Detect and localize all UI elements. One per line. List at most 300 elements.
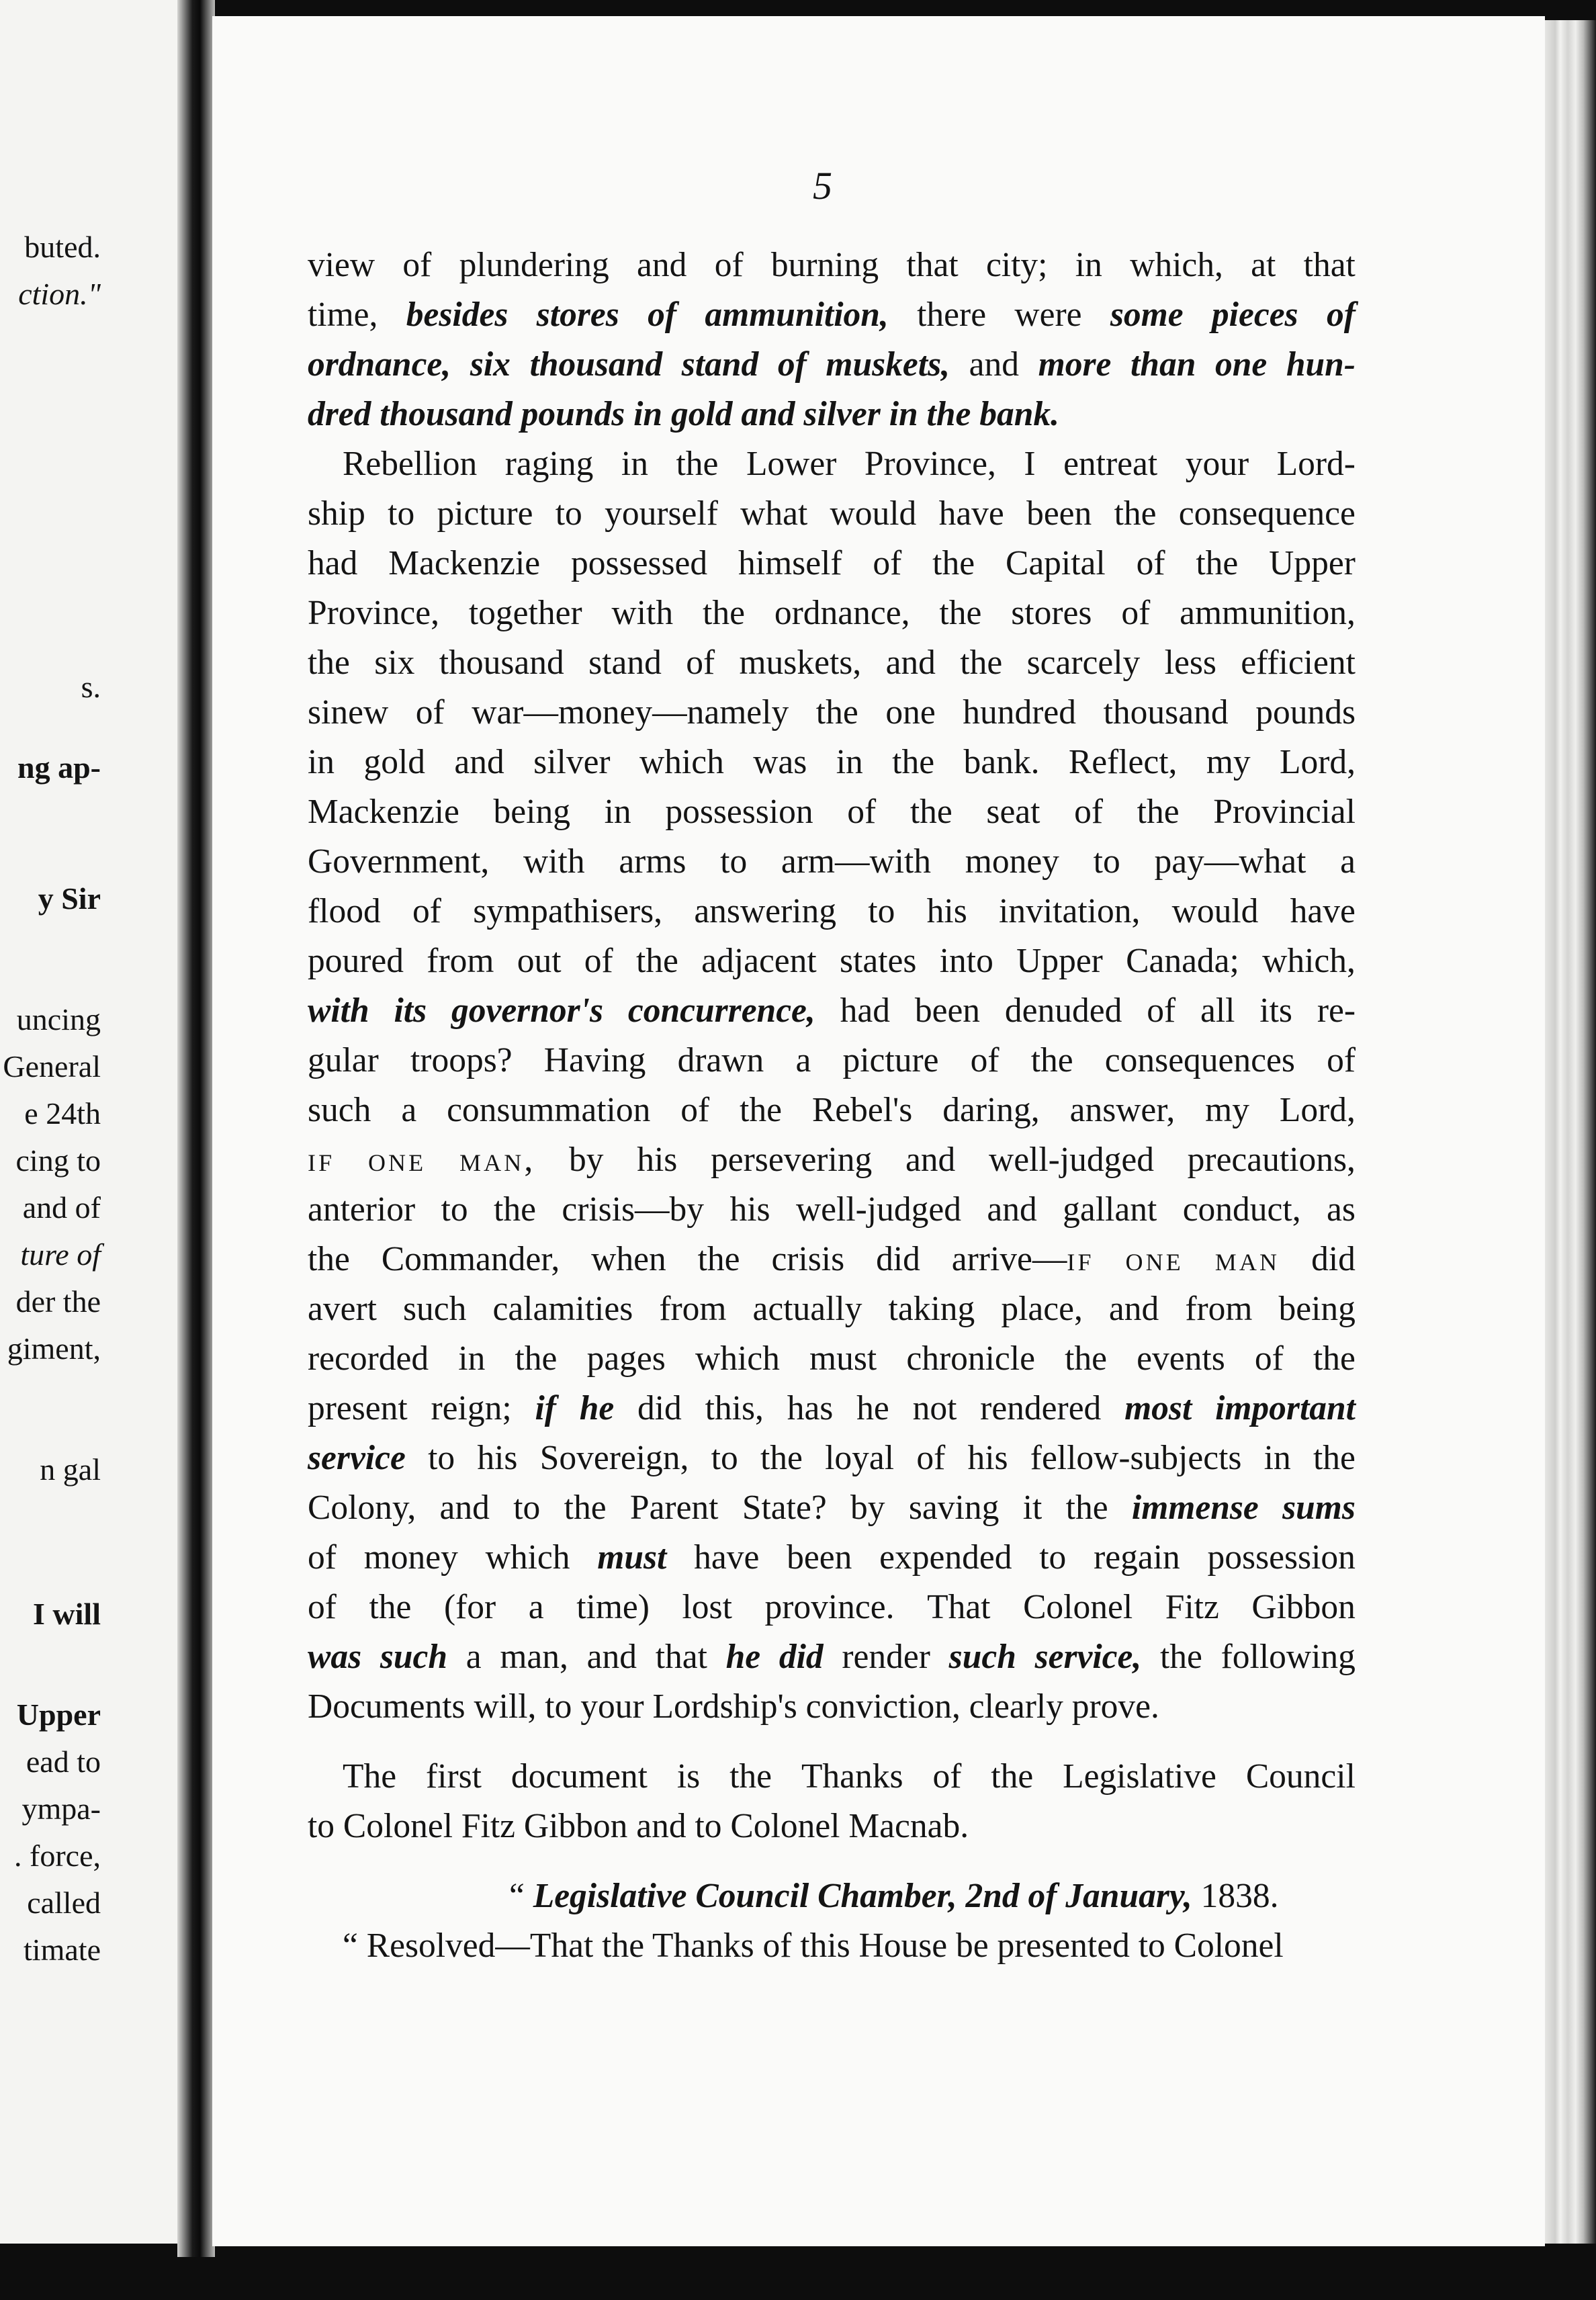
- word: and: [439, 1489, 490, 1527]
- word: The: [343, 1757, 397, 1796]
- word: Council: [1245, 1757, 1356, 1796]
- word: states: [840, 942, 917, 980]
- word: to: [711, 1439, 738, 1477]
- word: ship: [308, 494, 365, 533]
- word: arrive—if: [951, 1240, 1094, 1278]
- word: picture: [842, 1041, 939, 1079]
- word: from: [659, 1290, 727, 1328]
- word: service: [308, 1439, 406, 1477]
- word: persevering: [711, 1141, 873, 1179]
- word: the: [729, 1757, 772, 1796]
- word: the: [308, 644, 350, 682]
- paragraph-gap: [308, 1732, 1356, 1752]
- word: entreat: [1063, 445, 1158, 483]
- word: concurrence,: [627, 991, 815, 1030]
- word: stores: [1011, 594, 1092, 632]
- word: and: [586, 1638, 637, 1676]
- word: possessed: [571, 544, 708, 582]
- word: denuded: [1004, 991, 1122, 1030]
- word: money: [965, 842, 1059, 881]
- word: and: [637, 246, 687, 284]
- word: his: [729, 1190, 770, 1229]
- word: Commander,: [381, 1240, 560, 1278]
- text-segment: Legislative Council Chamber, 2nd of January,: [533, 1877, 1192, 1915]
- word: that: [655, 1638, 707, 1676]
- word: the: [494, 1190, 536, 1229]
- word: important: [1215, 1389, 1356, 1427]
- word: to: [1039, 1538, 1067, 1577]
- left-page-fragment: y Sir: [38, 881, 101, 916]
- left-page-fragment: cing to: [15, 1143, 101, 1178]
- page-edge: [1545, 20, 1596, 2244]
- left-page-fragment: e 24th: [24, 1096, 101, 1131]
- word: (for: [443, 1588, 496, 1626]
- left-page-fragment: ture of: [20, 1237, 101, 1272]
- word: less: [1164, 644, 1216, 682]
- word: hundred: [963, 693, 1077, 732]
- word: with: [308, 991, 369, 1030]
- word: more: [1038, 345, 1112, 384]
- text-line: [308, 638, 1356, 688]
- word: rendered: [980, 1389, 1102, 1427]
- word: Gibbon: [1251, 1588, 1356, 1626]
- word: of: [873, 544, 902, 582]
- word: such: [308, 1091, 371, 1129]
- word: Colony,: [308, 1489, 416, 1527]
- left-page-fragment: ction.": [18, 277, 101, 311]
- word: in: [621, 445, 648, 483]
- word: one: [1125, 1240, 1184, 1278]
- word: ammunition,: [705, 296, 889, 334]
- word: plundering: [459, 246, 609, 284]
- word: would: [830, 494, 917, 533]
- text-line: [308, 240, 1356, 290]
- text-line: [308, 787, 1356, 837]
- word: of: [847, 793, 877, 831]
- word: sinew: [308, 693, 389, 732]
- word: well-judged: [989, 1141, 1154, 1179]
- word: render: [842, 1638, 930, 1676]
- word: chronicle: [906, 1339, 1035, 1378]
- word: sympathisers,: [473, 892, 663, 930]
- word: his: [637, 1141, 678, 1179]
- word: pieces: [1211, 296, 1298, 334]
- page-number: 5: [813, 164, 832, 208]
- left-page-fragment: s.: [81, 670, 101, 704]
- word: ordnance,: [774, 594, 910, 632]
- word: of: [415, 693, 445, 732]
- word: his: [477, 1439, 518, 1477]
- word: of: [1121, 594, 1151, 632]
- word: into: [939, 942, 993, 980]
- word: Mackenzie: [388, 544, 541, 582]
- text-line: [308, 1752, 1356, 1802]
- word: actually: [752, 1290, 862, 1328]
- word: of: [402, 246, 432, 284]
- word: adjacent: [701, 942, 817, 980]
- word: present: [308, 1389, 408, 1427]
- word: the: [635, 942, 678, 980]
- text-line: [308, 1384, 1356, 1433]
- word: of: [1327, 1041, 1356, 1079]
- word: document: [511, 1757, 648, 1796]
- word: the: [939, 594, 982, 632]
- word: possession: [1207, 1538, 1356, 1577]
- text-line: [308, 1871, 1356, 1921]
- word: thousand: [529, 345, 663, 384]
- word: governor's: [451, 991, 604, 1030]
- word: thousand: [1103, 693, 1229, 732]
- word: some: [1110, 296, 1184, 334]
- text-line: [308, 1334, 1356, 1384]
- word: money: [363, 1538, 458, 1577]
- word: from: [427, 942, 494, 980]
- word: answer,: [1069, 1091, 1176, 1129]
- word: bank.: [963, 743, 1040, 781]
- word: six: [374, 644, 415, 682]
- word: of: [308, 1538, 337, 1577]
- word: reign;: [431, 1389, 512, 1427]
- word: and: [885, 644, 936, 682]
- word: have: [694, 1538, 760, 1577]
- word: Provincial: [1213, 793, 1356, 831]
- text-line: [308, 936, 1356, 986]
- word: pages: [586, 1339, 666, 1378]
- left-page-fragment: n gal: [40, 1452, 101, 1487]
- word: besides: [406, 296, 508, 334]
- word: invitation,: [999, 892, 1141, 930]
- word: the: [703, 594, 745, 632]
- word: hun-: [1286, 345, 1356, 384]
- word: gallant: [1063, 1190, 1157, 1229]
- word: is: [676, 1757, 701, 1796]
- word: at: [1251, 246, 1276, 284]
- word: stand: [681, 345, 759, 384]
- word: place,: [1001, 1290, 1083, 1328]
- word: expended: [879, 1538, 1012, 1577]
- word: of: [584, 942, 613, 980]
- word: crisis: [771, 1240, 845, 1278]
- word: the: [815, 693, 858, 732]
- word: the: [1114, 494, 1157, 533]
- word: in: [604, 793, 631, 831]
- word: has: [787, 1389, 834, 1427]
- text-line: [308, 290, 1356, 340]
- word: had: [308, 544, 358, 582]
- text-line: [308, 986, 1356, 1036]
- word: man,: [500, 1638, 568, 1676]
- word: the: [1137, 793, 1180, 831]
- word: and: [1108, 1290, 1159, 1328]
- word: of: [648, 296, 677, 334]
- word: fellow-subjects: [1030, 1439, 1242, 1477]
- word: one: [367, 1141, 427, 1179]
- word: burning: [770, 246, 879, 284]
- word: it: [1022, 1489, 1043, 1527]
- word: Rebel's: [811, 1091, 913, 1129]
- word: of: [714, 246, 744, 284]
- text-line: [308, 1802, 1356, 1851]
- word: stores: [536, 296, 619, 334]
- word: which: [485, 1538, 570, 1577]
- word: of: [308, 1588, 337, 1626]
- word: was: [753, 743, 807, 781]
- word: Capital: [1005, 544, 1106, 582]
- word: man: [1214, 1240, 1280, 1278]
- word: that: [906, 246, 959, 284]
- word: which: [639, 743, 724, 781]
- word: ammunition,: [1180, 594, 1356, 632]
- word: a: [1340, 842, 1356, 881]
- word: province.: [764, 1588, 895, 1626]
- word: Lord,: [1280, 743, 1356, 781]
- word: of: [932, 1757, 962, 1796]
- word: the: [697, 1240, 740, 1278]
- word: his: [926, 892, 967, 930]
- word: Having: [543, 1041, 646, 1079]
- word: precautions,: [1187, 1141, 1356, 1179]
- word: its: [1259, 991, 1292, 1030]
- word: a: [795, 1041, 811, 1079]
- word: Fitz: [1165, 1588, 1219, 1626]
- word: if: [308, 1141, 335, 1179]
- word: the: [1313, 1439, 1356, 1477]
- word: of: [1147, 991, 1176, 1030]
- word: of: [1326, 296, 1356, 334]
- word: as: [1327, 1190, 1356, 1229]
- text-line: [308, 738, 1356, 787]
- word: of: [680, 1091, 710, 1129]
- word: all: [1200, 991, 1235, 1030]
- word: my: [1206, 743, 1251, 781]
- word: been: [914, 991, 981, 1030]
- word: lost: [682, 1588, 732, 1626]
- word: sums: [1282, 1489, 1356, 1527]
- text-line: [308, 1284, 1356, 1334]
- word: a: [401, 1091, 417, 1129]
- left-page-fragment: and of: [22, 1190, 101, 1225]
- word: the: [892, 743, 935, 781]
- word: Lord,: [1279, 1091, 1356, 1129]
- left-page-fragment: ympa-: [21, 1792, 101, 1826]
- word: daring,: [942, 1091, 1040, 1129]
- word: time,: [308, 296, 378, 334]
- left-page-fragment: giment,: [7, 1331, 101, 1366]
- previous-page-sliver: [0, 0, 183, 2244]
- word: had: [840, 991, 890, 1030]
- word: silver: [533, 743, 611, 781]
- word: Mackenzie: [308, 793, 459, 831]
- text-line: [308, 1235, 1356, 1284]
- word: in: [836, 743, 863, 781]
- word: he: [856, 1389, 889, 1427]
- word: the: [1313, 1339, 1356, 1378]
- text-line: [308, 539, 1356, 588]
- word: and: [454, 743, 504, 781]
- word: time): [576, 1588, 650, 1626]
- left-page-fragment: I will: [33, 1597, 101, 1631]
- word: the: [910, 793, 952, 831]
- word: of: [916, 1439, 946, 1477]
- word: your: [1185, 445, 1249, 483]
- left-page-fragment: called: [27, 1886, 101, 1920]
- word: the: [1065, 1489, 1108, 1527]
- word: Upper: [1016, 942, 1103, 980]
- word: the: [932, 544, 975, 582]
- word: the: [740, 1091, 782, 1129]
- left-page-fragment: uncing: [16, 1002, 101, 1036]
- page-body-text: [308, 240, 1356, 1971]
- word: recorded: [308, 1339, 429, 1378]
- word: Rebellion: [343, 445, 478, 483]
- text-line: [308, 1533, 1356, 1583]
- word: which: [695, 1339, 780, 1378]
- word: must: [809, 1339, 877, 1378]
- word: himself: [738, 544, 842, 582]
- word: of: [1254, 1339, 1284, 1378]
- text-line: [308, 1086, 1356, 1135]
- word: a: [466, 1638, 482, 1676]
- word: being: [1278, 1290, 1356, 1328]
- word: of: [412, 892, 441, 930]
- word: raging: [504, 445, 594, 483]
- word: saving: [908, 1489, 1000, 1527]
- word: efficient: [1241, 644, 1356, 682]
- word: in: [1264, 1439, 1291, 1477]
- word: if: [535, 1389, 556, 1427]
- word: the: [1196, 544, 1239, 582]
- word: from: [1185, 1290, 1253, 1328]
- word: his: [967, 1439, 1008, 1477]
- word: first: [425, 1757, 482, 1796]
- word: have: [1290, 892, 1356, 930]
- word: Sovereign,: [539, 1439, 689, 1477]
- word: there: [917, 296, 987, 334]
- word: man,: [459, 1141, 536, 1179]
- word: Reflect,: [1068, 743, 1178, 781]
- word: the: [1065, 1339, 1108, 1378]
- word: service,: [1034, 1638, 1142, 1676]
- word: he: [725, 1638, 761, 1676]
- word: the: [564, 1489, 607, 1527]
- word: of: [1074, 793, 1104, 831]
- left-page-fragment: der the: [15, 1284, 101, 1319]
- word: in: [308, 743, 335, 781]
- word: immense: [1131, 1489, 1259, 1527]
- word: Legislative: [1063, 1757, 1216, 1796]
- word: the: [676, 445, 719, 483]
- text-segment: 1838.: [1192, 1877, 1279, 1915]
- word: to: [428, 1439, 455, 1477]
- word: calamities: [492, 1290, 633, 1328]
- word: That: [927, 1588, 991, 1626]
- word: were: [1014, 296, 1082, 334]
- word: I: [1024, 445, 1036, 483]
- left-page-fragment: . force,: [14, 1839, 101, 1873]
- word: ordnance,: [308, 345, 451, 384]
- word: State?: [742, 1489, 827, 1527]
- word: to: [720, 842, 748, 881]
- text-segment: Documents will, to your Lordship's conviction, clearly prove.: [308, 1687, 1159, 1726]
- word: of: [970, 1041, 1000, 1079]
- text-line: [308, 1921, 1356, 1971]
- word: with: [611, 594, 674, 632]
- word: have: [938, 494, 1004, 533]
- word: been: [787, 1538, 852, 1577]
- word: Canada;: [1126, 942, 1239, 980]
- word: and: [905, 1141, 956, 1179]
- text-line: [308, 1185, 1356, 1235]
- word: Lower: [746, 445, 837, 483]
- word: drawn: [677, 1041, 764, 1079]
- text-segment: to Colonel Fitz Gibbon and to Colonel Macnab.: [308, 1807, 969, 1845]
- word: pounds: [1255, 693, 1356, 732]
- word: my: [1205, 1091, 1249, 1129]
- word: pay—what: [1154, 842, 1306, 881]
- text-line: [308, 1682, 1356, 1732]
- left-page-fragment: timate: [24, 1933, 101, 1967]
- text-line: [308, 489, 1356, 539]
- text-line: [308, 1632, 1356, 1682]
- word: Parent: [629, 1489, 719, 1527]
- word: by: [850, 1489, 885, 1527]
- word: well-judged: [795, 1190, 961, 1229]
- word: this,: [705, 1389, 764, 1427]
- text-line: [308, 588, 1356, 638]
- word: of: [777, 345, 807, 384]
- word: the: [960, 644, 1003, 682]
- left-page-fragment: buted.: [24, 230, 101, 264]
- word: muskets,: [826, 345, 950, 384]
- text-line: [308, 1483, 1356, 1533]
- text-segment: “ Resolved—That the Thanks of this House be presented to Colonel: [343, 1927, 1284, 1965]
- word: gular: [308, 1041, 379, 1079]
- paragraph-gap: [308, 1851, 1356, 1871]
- word: flood: [308, 892, 381, 930]
- text-line: [308, 887, 1356, 936]
- word: not: [912, 1389, 957, 1427]
- word: the: [991, 1757, 1034, 1796]
- word: crisis—by: [562, 1190, 705, 1229]
- word: Upper: [1269, 544, 1356, 582]
- word: such: [948, 1638, 1016, 1676]
- word: gold: [363, 743, 426, 781]
- word: being: [493, 793, 570, 831]
- word: the: [1159, 1638, 1202, 1676]
- text-line: [308, 390, 1356, 439]
- word: consummation: [447, 1091, 651, 1129]
- left-page-fragment: General: [3, 1049, 101, 1083]
- word: the: [1030, 1041, 1073, 1079]
- text-line: [308, 1036, 1356, 1086]
- word: the: [369, 1588, 412, 1626]
- word: picture: [437, 494, 533, 533]
- word: been: [1026, 494, 1092, 533]
- word: consequences: [1104, 1041, 1295, 1079]
- text-line: [308, 688, 1356, 738]
- word: Government,: [308, 842, 490, 881]
- word: Colonel: [1023, 1588, 1133, 1626]
- word: did: [779, 1638, 824, 1676]
- word: taking: [888, 1290, 975, 1328]
- word: most: [1124, 1389, 1192, 1427]
- left-page-fragment: ng ap-: [17, 750, 101, 785]
- word: regain: [1094, 1538, 1180, 1577]
- word: to: [1093, 842, 1120, 881]
- word: which,: [1130, 246, 1223, 284]
- word: would: [1171, 892, 1259, 930]
- word: of: [1136, 544, 1165, 582]
